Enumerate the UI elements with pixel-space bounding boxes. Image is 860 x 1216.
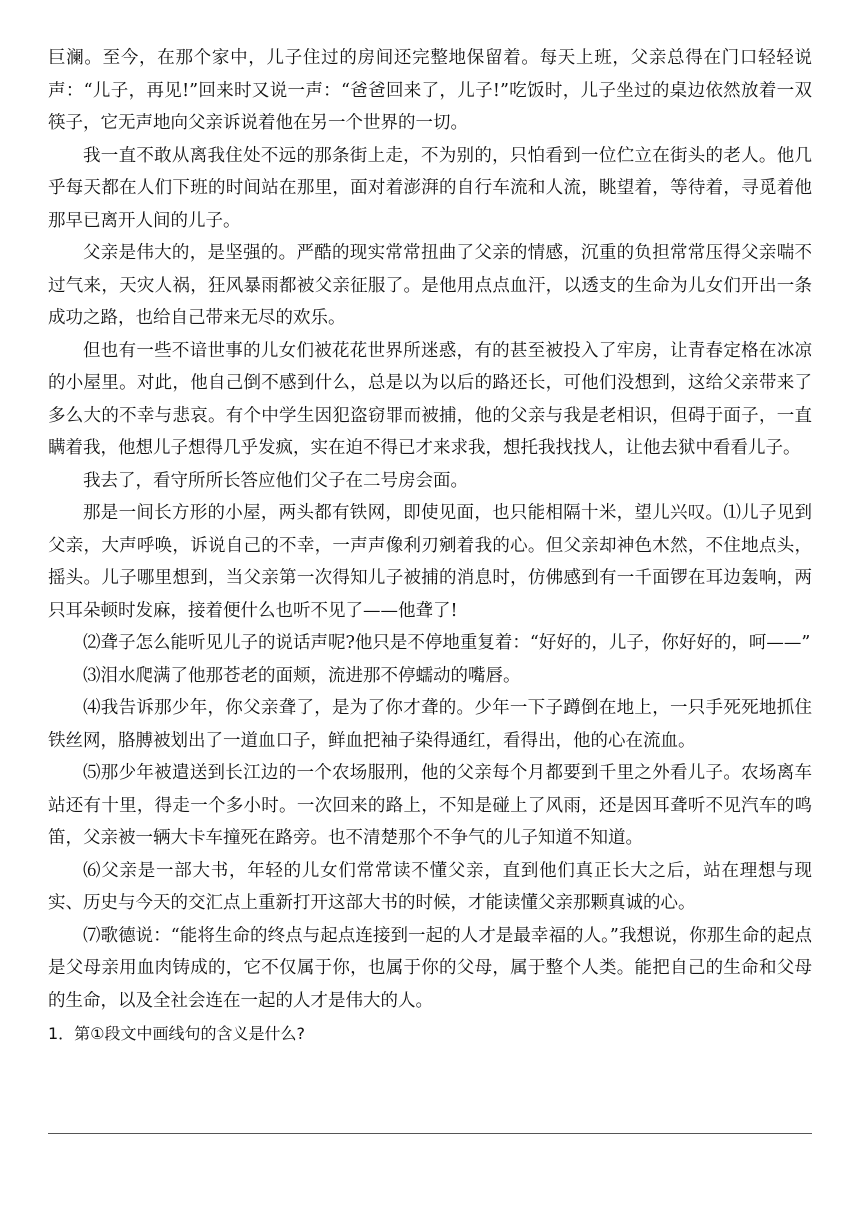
paragraph-9: ⑷我告诉那少年，你父亲聋了，是为了你才聋的。少年一下子蹲倒在地上，一只手死死地抓住铁丝网，胳膊被划出了一道血口子，鲜血把袖子染得通红，看得出，他的心在流血。	[48, 698, 812, 751]
answer-line[interactable]	[48, 1133, 812, 1134]
paragraph-10: ⑸那少年被遣送到长江边的一个农场服刑，他的父亲每个月都要到千里之外看儿子。农场离车站还有十里，得走一个多小时。一次回来的路上，不知是碰上了风雨，还是因耳聋听不见汽车的鸣笛，父亲被一辆大卡车撞死在路旁。也不清楚那个不争气的儿子知道不知道。	[48, 763, 812, 848]
paragraph-1: 巨澜。至今，在那个家中，儿子住过的房间还完整地保留着。每天上班，父亲总得在门口轻轻说声：“儿子，再见!”回来时又说一声：“爸爸回来了，儿子!”吃饭时，儿子坐过的桌边依然放着一双筷子，它无声地向父亲诉说着他在另一个世界的一切。	[48, 48, 812, 133]
paragraph-2: 我一直不敢从离我住处不远的那条街上走，不为别的，只怕看到一位伫立在街头的老人。他几乎每天都在人们下班的时间站在那里，面对着澎湃的自行车流和人流，眺望着，等待着，寻觅着他那早已离开人间的儿子。	[48, 145, 812, 231]
paragraph-6: 那是一间长方形的小屋，两头都有铁网，即使见面，也只能相隔十米，望儿兴叹。⑴儿子见到父亲，大声呼唤，诉说自己的不幸，一声声像利刃剜着我的心。但父亲却神色木然，不住地点头，摇头。儿子哪里想到，当父亲第一次得知儿子被捕的消息时，仿佛感到有一千面锣在耳边轰响，两只耳朵顿时发麻，接着便什么也听不见了——他聋了!	[48, 503, 812, 621]
paragraph-4: 但也有一些不谙世事的儿女们被花花世界所迷惑，有的甚至被投入了牢房，让青春定格在冰凉的小屋里。对此，他自己倒不感到什么，总是以为以后的路还长，可他们没想到，这给父亲带来了多么大的不幸与悲哀。有个中学生因犯盗窃罪而被捕，他的父亲与我是老相识，但碍于面子，一直瞒着我，他想儿子想得几乎发疯，实在迫不得已才来求我，想托我找找人，让他去狱中看看儿子。	[48, 340, 812, 458]
paragraph-3: 父亲是伟大的，是坚强的。严酷的现实常常扭曲了父亲的情感，沉重的负担常常压得父亲喘不过气来，天灾人祸，狂风暴雨都被父亲征服了。是他用点点血汗，以透支的生命为儿女们开出一条成功之路，也给自己带来无尽的欢乐。	[48, 243, 812, 328]
document-page	[48, 42, 812, 1051]
question-1: 1．第①段文中画线句的含义是什么?	[48, 1024, 306, 1043]
paragraph-8: ⑶泪水爬满了他那苍老的面颊，流进那不停蠕动的嘴唇。	[83, 665, 521, 686]
paragraph-11: ⑹父亲是一部大书，年轻的儿女们常常读不懂父亲，直到他们真正长大之后，站在理想与现实、历史与今天的交汇点上重新打开这部大书的时候，才能读懂父亲那颗真诚的心。	[48, 860, 812, 913]
paragraph-12: ⑺歌德说：“能将生命的终点与起点连接到一起的人才是最幸福的人。”我想说，你那生命的起点是父母亲用血肉铸成的，它不仅属于你，也属于你的父母，属于整个人类。能把自己的生命和父母的生命，以及全社会连在一起的人才是伟大的人。	[48, 925, 812, 1011]
paragraph-7: ⑵聋子怎么能听见儿子的说话声呢?他只是不停地重复着：“好好的，儿子，你好好的，呵——”	[83, 633, 811, 653]
paragraph-5: 我去了，看守所所长答应他们父子在二号房会面。	[83, 470, 468, 491]
